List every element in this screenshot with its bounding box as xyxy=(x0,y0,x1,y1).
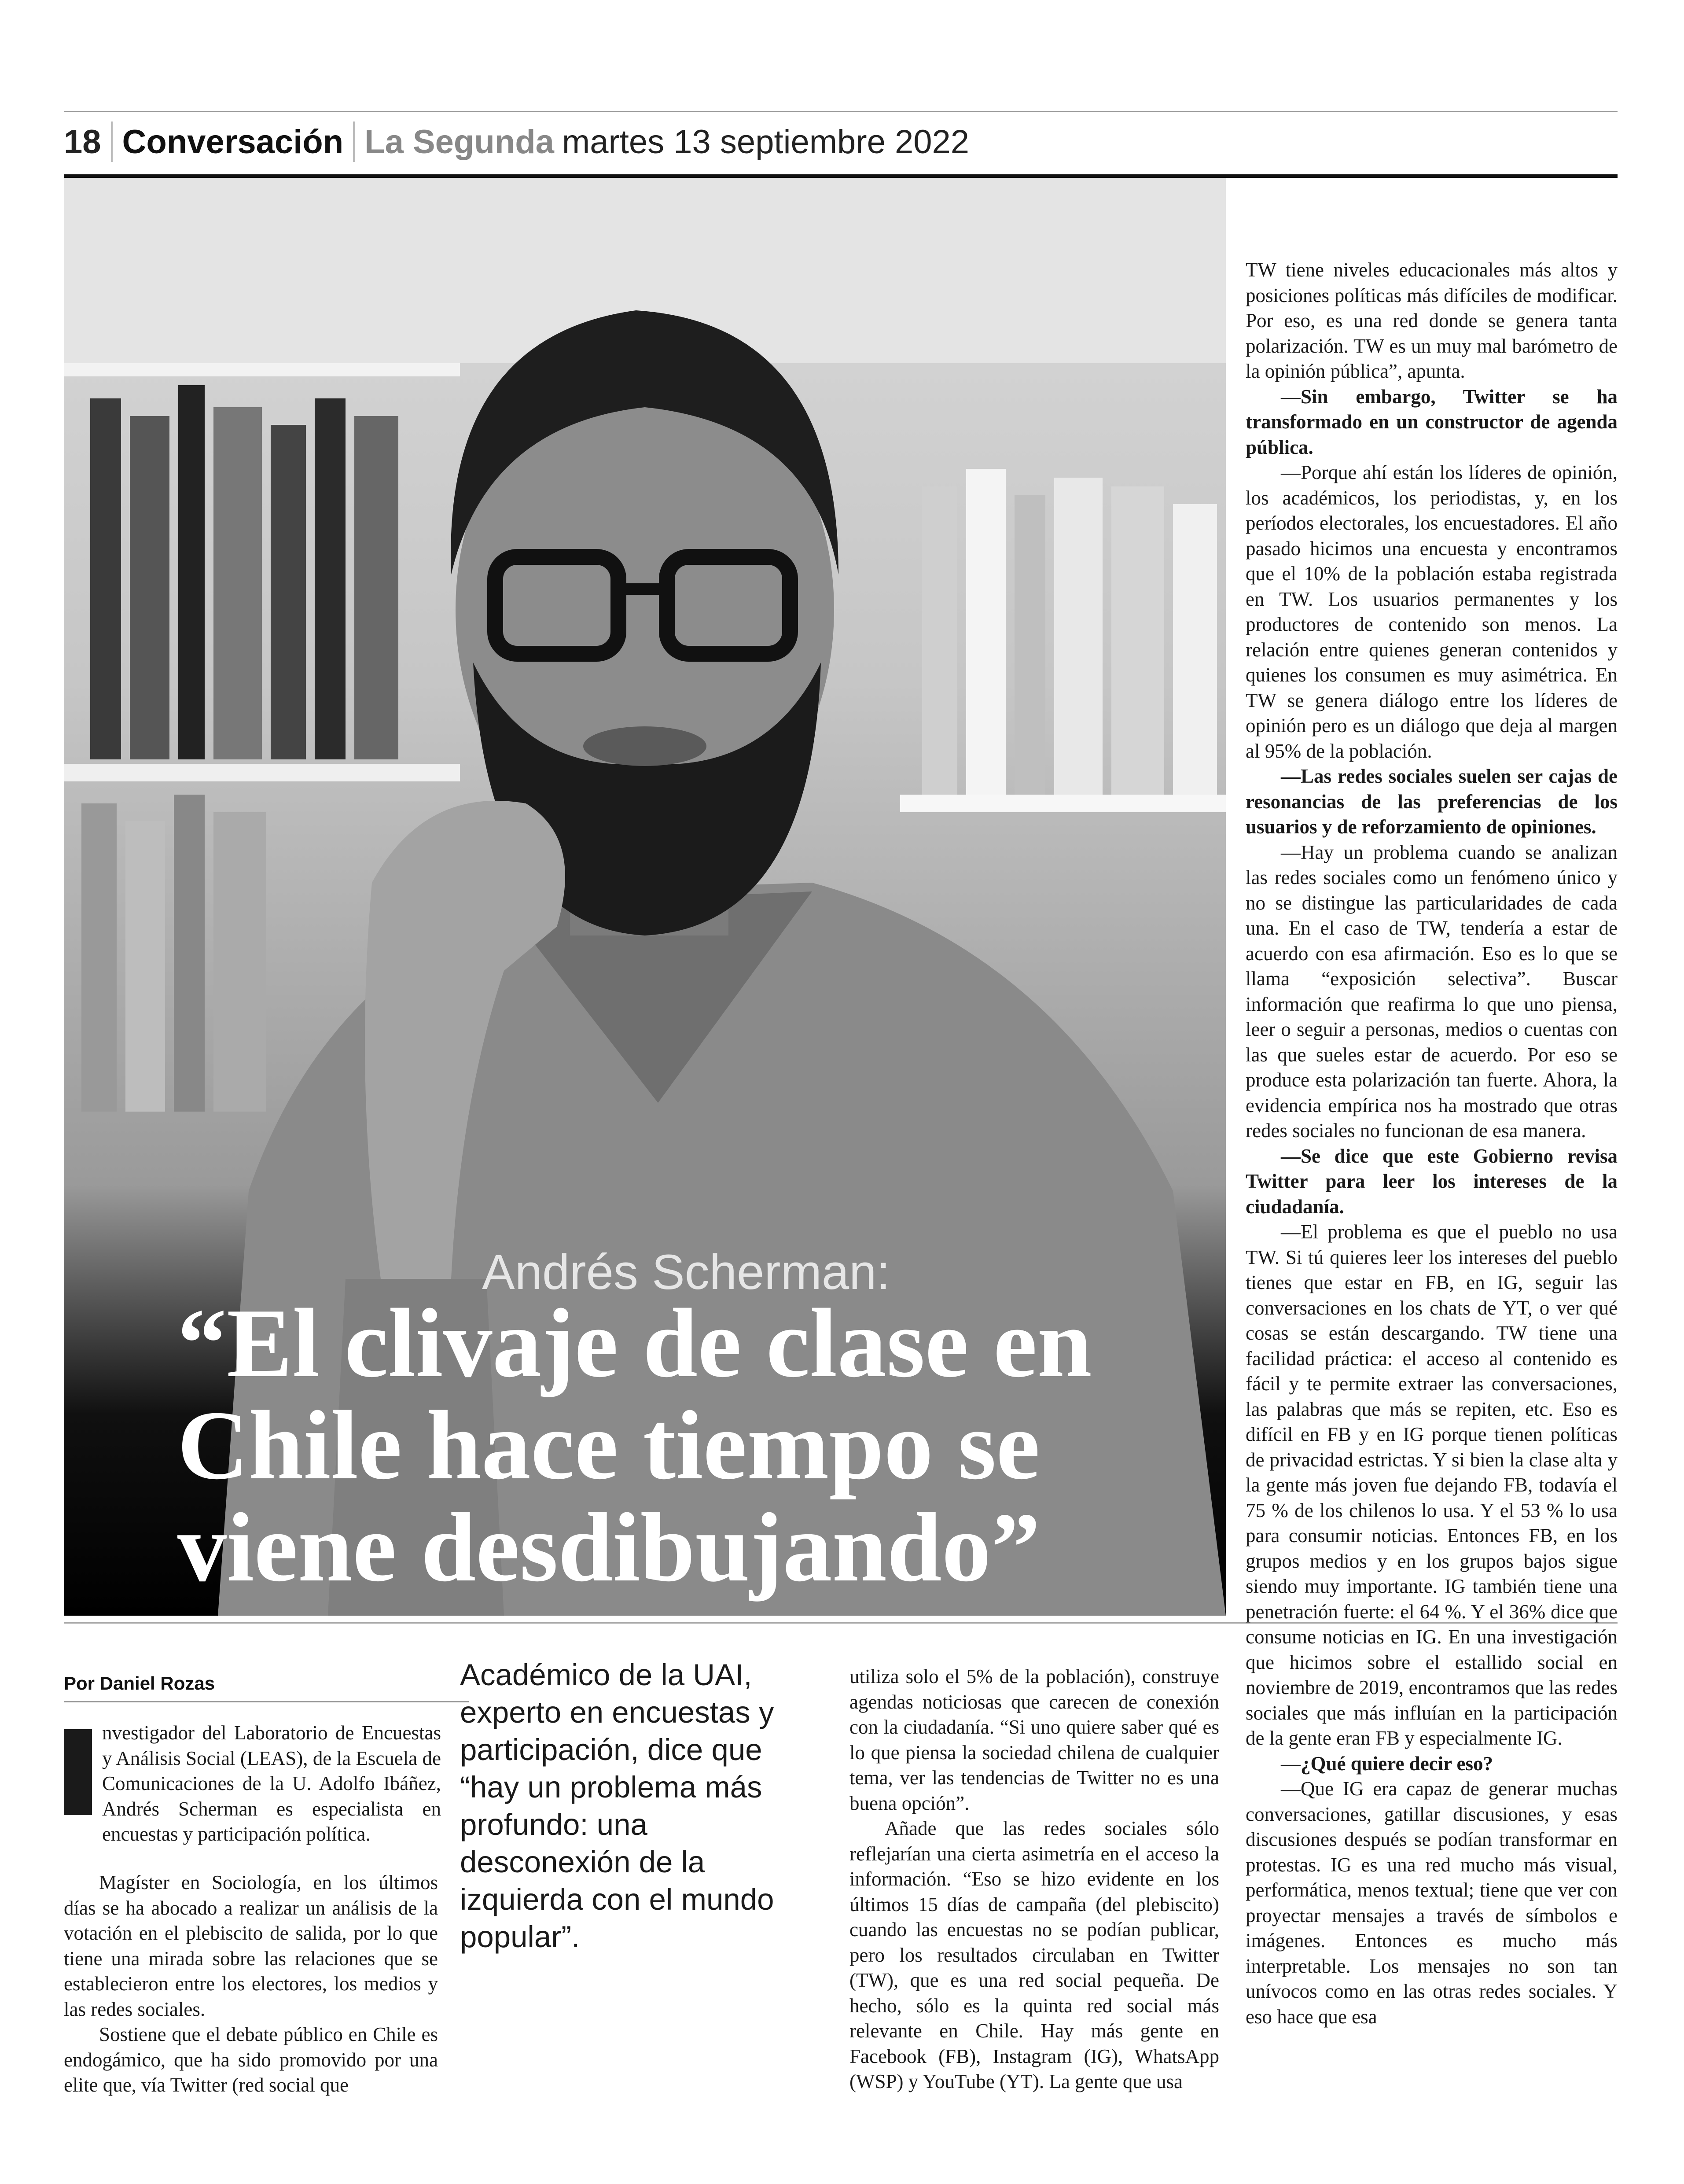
deck-line: izquierda con el mundo xyxy=(460,1882,774,1916)
header-divider xyxy=(353,122,355,162)
interview-answer: —El problema es que el pueblo no usa TW. Si tú quieres leer los intereses del pueblo tienes que estar en FB, en IG, seguir las conversaciones en los chats de YT, o ver qué cosas se están descargando. TW tiene una facilidad práctica: el acceso al contenido es fácil y te permite extraer las conversaciones, las palabras que más se repiten, etc. Eso es difícil en FB y en IG porque tienen políticas de privacidad estrictas. Y si bien la clase alta y la gente más joven fue dejando FB, todavía el 75 % de los chilenos lo usa. Y el 53 % lo usa para consumir noticias. Entonces FB, en los grupos medios y en los grupos bajos sigue siendo muy importante. IG también tiene una penetración fuerte: el 64 %. Y el 36% dice que consume noticias en IG. En una investigación que hicimos sobre el estallido social en noviembre de 2019, encontramos que las redes sociales que más influían en la participación de la gente eran FB y especialmente IG. xyxy=(1246,1221,1618,1749)
interview-answer: —Hay un problema cuando se analizan las redes sociales como un fenómeno único y no se distingue las particularidades de cada una. En el caso de TW, tendería a estar de acuerdo con esa afirmación. Eso es lo que se llama “exposición selectiva”. Buscar información que reafirma lo que uno piensa, leer o seguir a personas, medios o cuentas con las que sueles estar de acuerdo. Por eso se produce esta polarización tan fuerte. Ahora, la evidencia empírica nos ha mostrado que otras redes sociales no funcionan de esa manera. xyxy=(1246,841,1618,1142)
byline: Por Daniel Rozas xyxy=(64,1673,469,1702)
interview-answer: —Porque ahí están los líderes de opinión, los académicos, los periodistas, y, en los períodos electorales, los encuestadores. El año pasado hicimos una encuesta y encontramos que el 10% de la población estaba registrada en TW. Los usuarios permanentes y los productores de contenido son menos. La relación entre quienes generan contenidos y quienes los consumen es muy asimétrica. En TW se genera diálogo entre los líderes de opinión pero es un diálogo que deja al margen al 95% de la población. xyxy=(1246,461,1618,762)
interview-question: —Se dice que este Gobierno revisa Twitter para leer los intereses de la ciudadanía. xyxy=(1246,1145,1618,1218)
newspaper-name: La Segunda xyxy=(364,123,554,161)
column-1-lead xyxy=(102,1720,441,1847)
section-name: Conversación xyxy=(122,123,344,161)
column-4 xyxy=(1246,258,1618,2029)
paragraph: Sostiene que el debate público en Chile es endogámico, que ha sido promovido por una elite que, vía Twitter (red social que xyxy=(64,2023,438,2096)
headline-line: viene desdibujando” xyxy=(177,1493,1041,1602)
paragraph: utiliza solo el 5% de la población), construye agendas noticiosas que carecen de conexión con la ciudadanía. “Si uno quiere saber qué es lo que piensa la sociedad chilena de cualquier tema, ver las tendencias de Twitter no es una buena opción”. xyxy=(849,1665,1219,1814)
deck-line: desconexión de la xyxy=(460,1845,705,1879)
column-1 xyxy=(64,1870,438,2098)
issue-date: martes 13 septiembre 2022 xyxy=(562,123,970,161)
interviewee-name: Andrés Scherman: xyxy=(482,1245,890,1300)
deck-line: participación, dice que xyxy=(460,1733,762,1767)
header-divider xyxy=(111,122,113,162)
paragraph: TW tiene niveles educacionales más altos y posiciones políticas más difíciles de modificar. Por eso, es una red donde se genera tanta polarización. TW es un muy mal barómetro de la opinión pública”, apunta. xyxy=(1246,259,1618,382)
interview-question: —Sin embargo, Twitter se ha transformado en un constructor de agenda pública. xyxy=(1246,385,1618,458)
column-3 xyxy=(849,1664,1219,2095)
paragraph: Añade que las redes sociales sólo reflejarían una cierta asimetría en el acceso la información. “Eso se hizo evidente en los últimos 15 días de campaña (del plebiscito) cuando las encuestas no se podían publicar, pero los resultados circulaban en Twitter (TW), que es una red social pequeña. De hecho, sólo es la quinta red social más relevante en Chile. Hay más gente en Facebook (FB), Instagram (IG), WhatsApp (WSP) y YouTube (YT). La gente que usa xyxy=(849,1817,1219,2092)
article-deck xyxy=(460,1656,812,1956)
portrait-photo xyxy=(64,178,1226,1616)
deck-line: Académico de la UAI, xyxy=(460,1658,752,1692)
header-bottom-rule xyxy=(64,174,1618,178)
interview-answer: —Que IG era capaz de generar muchas conversaciones, gatillar discusiones, y esas discusiones después se podían transformar en protestas. IG es una red mucho más visual, performática, menos textual; tiene que ver con proyectar mensajes a través de símbolos e imágenes. Entonces es mucho más interpretable. Los mensajes no son tan unívocos como en las otras redes sociales. Y eso hace que esa xyxy=(1246,1778,1618,2028)
interview-question: —Las redes sociales suelen ser cajas de resonancias de las preferencias de los usuarios y de reforzamiento de opiniones. xyxy=(1246,765,1618,838)
drop-cap xyxy=(64,1729,92,1815)
deck-line: “hay un problema más xyxy=(460,1770,762,1804)
headline-line: “El clivaje de clase en xyxy=(177,1289,1092,1398)
headline-line: Chile hace tiempo se xyxy=(177,1391,1040,1500)
deck-line: popular”. xyxy=(460,1920,580,1954)
page-number: 18 xyxy=(64,123,101,161)
headline-quote xyxy=(177,1289,1190,1602)
deck-line: profundo: una xyxy=(460,1808,647,1841)
deck-line: experto en encuestas y xyxy=(460,1695,774,1729)
paragraph: Magíster en Sociología, en los últimos días se ha abocado a realizar un análisis de la votación en el plebiscito de salida, por lo que tiene una mirada sobre las relaciones que se establecieron entre los electores, los medios y las redes sociales. xyxy=(64,1871,438,2020)
interview-question: —¿Qué quiere decir eso? xyxy=(1281,1752,1493,1775)
header-top-rule xyxy=(64,111,1618,112)
lead-paragraph: nvestigador del Laboratorio de Encuestas y Análisis Social (LEAS), de la Escuela de Comunicaciones de la U. Adolfo Ibáñez, Andrés Scherman es especialista en encuestas y participación política. xyxy=(102,1722,441,1845)
page-header xyxy=(64,115,1618,168)
